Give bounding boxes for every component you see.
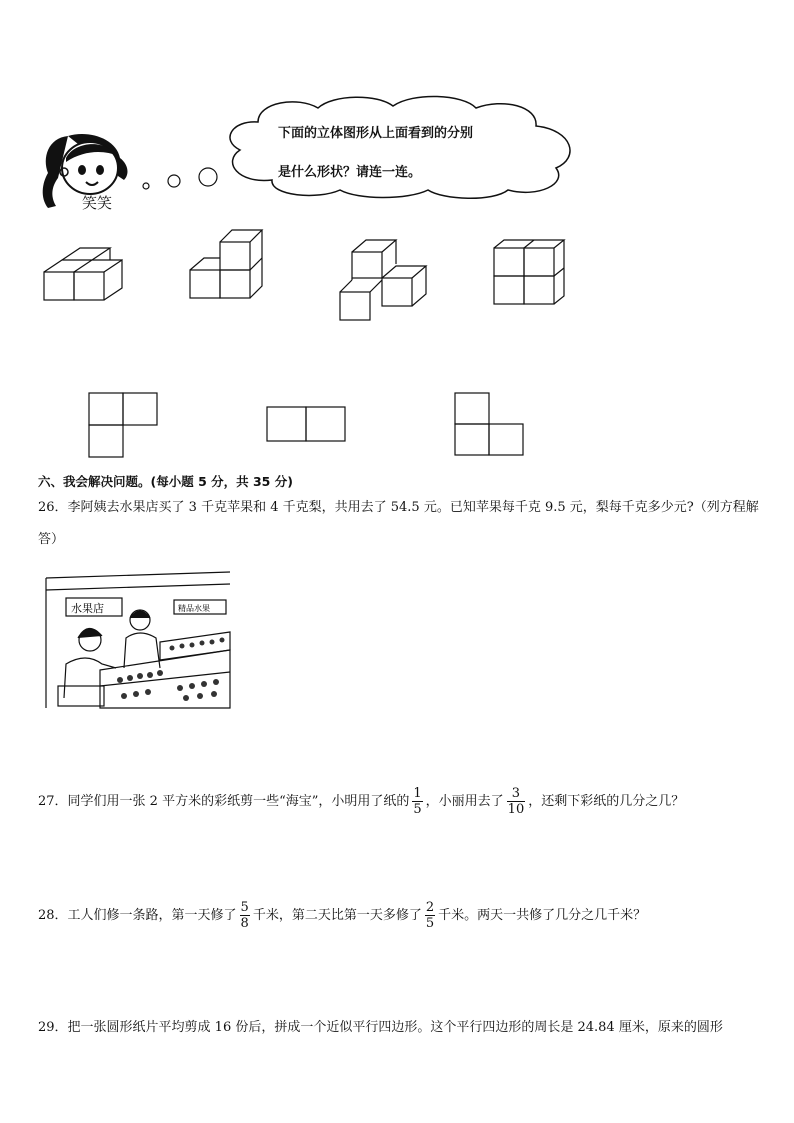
top-view-1 [86, 390, 160, 460]
q28-fraction-1: $\frac{5}{8}$ [240, 900, 249, 931]
fruit-shop-illustration [40, 568, 236, 714]
question-28 [38, 900, 760, 932]
question-27 [38, 786, 760, 818]
question-29: 29．把一张圆形纸片平均剪成 16 份后，拼成一个近似平行四边形。这个平行四边形的周长是 24.84 厘米，原来的圆形 [38, 1020, 723, 1035]
cloud-line-2: 是什么形状？请连一连。 [278, 165, 422, 180]
thought-bubbles [138, 164, 222, 194]
q27-part2: ，小丽用去了 [425, 794, 504, 809]
board-sign-text: 精品水果 [178, 604, 210, 613]
q27-fraction-2: $\frac{3}{10}$ [507, 786, 525, 817]
question-26: 26．李阿姨去水果店买了 3 千克苹果和 4 千克梨，共用去了 54.5 元。已知苹果每千克 9.5 元，梨每千克多少元?（列方程解答） [38, 500, 759, 547]
q28-fraction-2: $\frac{2}{5}$ [425, 900, 435, 931]
solid-figure-1 [40, 242, 124, 304]
solid-figure-4 [490, 236, 570, 308]
top-view-3 [452, 390, 526, 458]
q27-fraction-1: $\frac{1}{5}$ [413, 786, 422, 817]
q27-part1: 27．同学们用一张 2 平方米的彩纸剪一些“海宝”，小明用了纸的 [38, 794, 410, 809]
q28-part1: 28．工人们修一条路，第一天修了 [38, 908, 237, 923]
speech-cloud [218, 92, 582, 200]
solid-figure-3 [336, 234, 430, 326]
cloud-line-1: 下面的立体图形从上面看到的分别 [278, 126, 474, 141]
girl-label: 笑笑 [82, 194, 113, 212]
q28-part3: 千米。两天一共修了几分之几千米？ [438, 908, 647, 923]
q27-part3: ，还剩下彩纸的几分之几？ [528, 794, 685, 809]
section-heading: 六、我会解决问题。(每小题 5 分，共 35 分) [38, 474, 293, 489]
shop-sign-text: 水果店 [71, 602, 104, 615]
solid-figure-2 [186, 226, 266, 304]
top-view-2 [264, 404, 348, 444]
q28-part2: 千米，第二天比第一天多修了 [252, 908, 422, 923]
